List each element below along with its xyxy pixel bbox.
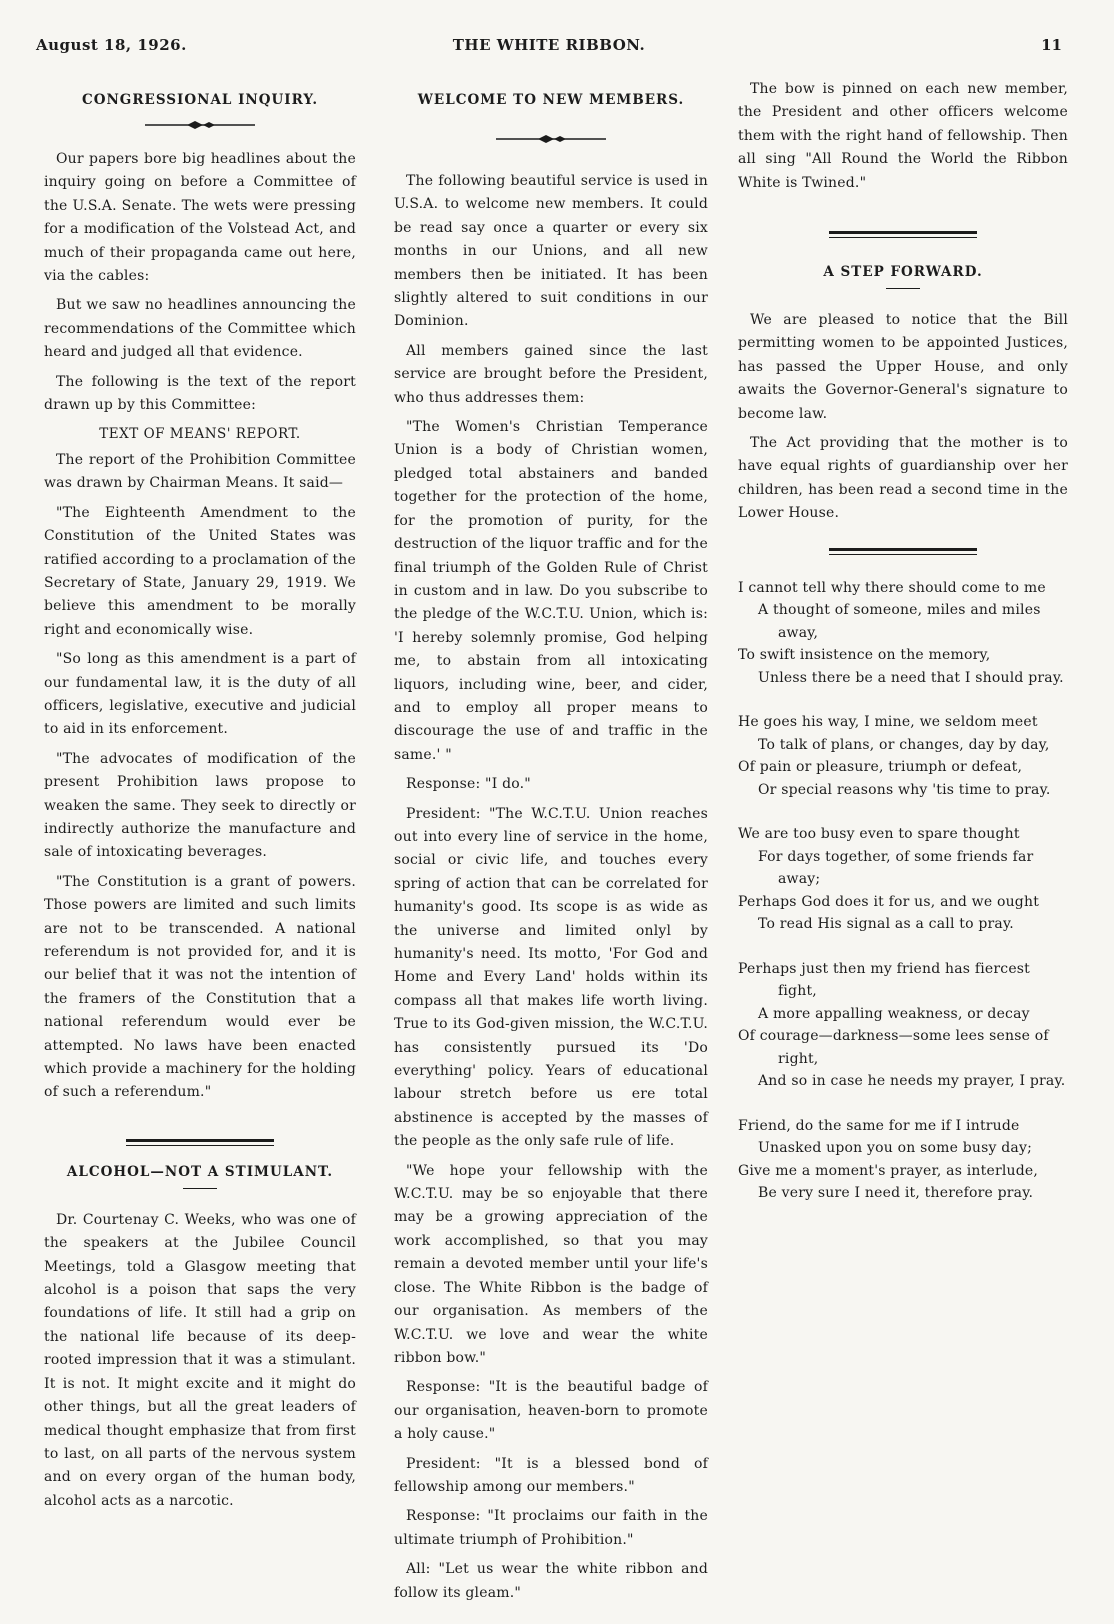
ornament-divider (496, 134, 606, 144)
short-rule (183, 1188, 217, 1189)
paragraph: Response: "I do." (406, 776, 531, 793)
double-rule-divider (126, 1139, 274, 1146)
poem-line: We are too busy even to spare thought (738, 826, 1020, 843)
poem-line: Of pain or pleasure, triumph or defeat, (738, 759, 1023, 776)
paragraph: "The Eighteenth Amendment to the Constitution of the United States was ratified according to a proclamation of the Secretary of State, January 29, 1919. We believe this amendment to be morally right and economically wise. (44, 504, 356, 638)
poem-line: To read His signal as a call to pray. (758, 916, 1014, 933)
newspaper-title: THE WHITE RIBBON. (452, 36, 646, 54)
poem-line: For days together, of some friends far away; (758, 848, 1034, 888)
paragraph: All members gained since the last service are brought before the President, who thus addresses them: (394, 342, 708, 406)
paragraph: But we saw no headlines announcing the recommendations of the Committee which heard and judged all that evidence. (44, 297, 356, 361)
article-title-congressional: CONGRESSIONAL INQUIRY. (81, 92, 319, 108)
poem-line: Friend, do the same for me if I intrude (738, 1117, 1020, 1134)
paragraph: "The Constitution is a grant of powers. Those powers are limited and such limits are not to be transcended. A national referendum is not provided for, and it is our belief that it was not the intention of the framers of the Constitution that a national referendum would ever be attempted. No laws have been enacted which provide a machinery for the holding of such a referendum." (44, 873, 356, 1101)
poem (738, 577, 1068, 1205)
poem-line: A more appalling weakness, or decay (758, 1005, 1030, 1022)
short-rule (886, 288, 920, 289)
poem-line: Or special reasons why 'tis time to pray. (758, 781, 1051, 798)
report-subheading: TEXT OF MEANS' REPORT. (99, 426, 301, 443)
ornament-divider (145, 120, 255, 130)
paragraph: The following is the text of the report drawn up by this Committee: (44, 373, 356, 414)
paragraph: "The advocates of modification of the present Prohibition laws propose to weaken the same. They seek to directly or indirectly authorize the manufacture and sale of intoxicating beverages. (44, 750, 356, 861)
poem-line: To swift insistence on the memory, (738, 647, 991, 664)
paragraph: Our papers bore big headlines about the inquiry going on before a Committee of the U.S.A. Senate. The wets were pressing for a modification of the Volstead Act, and much of their propaganda came out here, via the cables: (44, 151, 356, 285)
poem-line: A thought of someone, miles and miles away, (758, 602, 1041, 641)
poem-line: He goes his way, I mine, we seldom meet (738, 714, 1038, 731)
double-rule-divider (829, 548, 977, 555)
poem-line: Give me a moment's prayer, as interlude, (738, 1162, 1039, 1179)
poem-stanza (738, 711, 1068, 801)
article-title-alcohol: ALCOHOL—NOT A STIMULANT. (66, 1163, 334, 1180)
poem-line: Perhaps God does it for us, and we ought (738, 893, 1040, 910)
poem-line: I cannot tell why there should come to me (738, 579, 1046, 596)
paragraph: President: "It is a blessed bond of fellowship among our members." (394, 1455, 708, 1495)
poem-line: And so in case he needs my prayer, I pray. (758, 1073, 1066, 1090)
column-middle (394, 78, 708, 1611)
column-left (44, 78, 356, 1519)
paragraph: The report of the Prohibition Committee was drawn by Chairman Means. It said— (44, 451, 356, 492)
page-header (36, 36, 1062, 60)
poem-line: Unless there be a need that I should pray. (758, 669, 1064, 686)
paragraph: All: "Let us wear the white ribbon and follow its gleam." (394, 1561, 708, 1601)
paragraph: We are pleased to notice that the Bill permitting women to be appointed Justices, has passed the Upper House, and only awaits the Governor-General's signature to become law. (738, 312, 1068, 422)
paragraph: Response: "It is the beautiful badge of our organisation, heaven-born to promote a holy cause." (394, 1379, 708, 1443)
paragraph: Response: "It proclaims our faith in the ultimate triumph of Prohibition." (394, 1508, 708, 1548)
poem-stanza (738, 958, 1068, 1093)
page-number: 11 (1041, 36, 1062, 54)
poem-line: Perhaps just then my friend has fiercest fight, (738, 960, 1031, 1000)
double-rule-divider (829, 231, 977, 238)
poem-stanza (738, 577, 1068, 690)
paragraph: President: "The W.C.T.U. Union reaches out into every line of service in the home, social or civic life, and touches every spring of action that can be correlated for humanity's good. Its scope is as wide as the universe and limited onlyl by humanity's need. Its motto, 'For God and Home and Every Land' holds within its compass all that makes life worth living. True to its God-given mission, the W.C.T.U. has consistently pursued its 'Do everything' policy. Years of educational labour stretch before us ere total abstinence is accepted by the masses of the people as the only safe rule of life. (394, 805, 708, 1150)
paragraph: "So long as this amendment is a part of our fundamental law, it is the duty of all officers, legislative, executive and judicial to aid in its enforcement. (44, 651, 356, 738)
article-title-welcome: WELCOME TO NEW MEMBERS. (417, 92, 685, 108)
paragraph: "The Women's Christian Temperance Union is a body of Christian women, pledged total abstainers and banded together for the protection of the home, for the promotion of purity, for the destruction of the liquor traffic and for the final triumph of the Golden Rule of Christ in custom and in law. Do you subscribe to the pledge of the W.C.T.U. Union, which is: 'I hereby solemnly promise, God helping me, to abstain from all intoxicating liquors, including wine, beer, and cider, and to employ all proper means to discourage the use of and traffic in the same.' " (394, 419, 708, 763)
poem-line: To talk of plans, or changes, day by day, (758, 736, 1050, 753)
poem-stanza (738, 823, 1068, 936)
poem-line: Of courage—darkness—some lees sense of right, (738, 1028, 1049, 1067)
poem-line: Be very sure I need it, therefore pray. (758, 1185, 1034, 1202)
poem-line: Unasked upon you on some busy day; (758, 1140, 1032, 1157)
poem-stanza (738, 1115, 1068, 1205)
paragraph: The bow is pinned on each new member, the President and other officers welcome them with the right hand of fellowship. Then all sing "All Round the World the Ribbon White is Twined." (738, 81, 1068, 191)
paragraph: Dr. Courtenay C. Weeks, who was one of the speakers at the Jubilee Council Meetings, told a Glasgow meeting that alcohol is a poison that saps the very foundations of life. It still had a grip on the national life because of its deep-rooted impression that it was a stimulant. It is not. It might excite and it might do other things, but all the great leaders of medical thought emphasize that from first to last, on all parts of the nervous system and on every organ of the human body, alcohol acts as a narcotic. (44, 1211, 356, 1509)
paragraph: The Act providing that the mother is to have equal rights of guardianship over her children, has been read a second time in the Lower House. (738, 435, 1068, 522)
column-right (738, 78, 1068, 1227)
paragraph: The following beautiful service is used in U.S.A. to welcome new members. It could be read say once a quarter or every six months in our Unions, and all new members then be initiated. It has been slightly altered to suit conditions in our Dominion. (394, 173, 708, 330)
paragraph: "We hope your fellowship with the W.C.T.U. may be so enjoyable that there may be a growing appreciation of the work accomplished, so that you may remain a devoted member until your life's close. The White Ribbon is the badge of our organisation. As members of the W.C.T.U. we love and wear the white ribbon bow." (394, 1162, 708, 1366)
issue-date: August 18, 1926. (36, 36, 187, 54)
article-title-step: A STEP FORWARD. (823, 264, 983, 281)
